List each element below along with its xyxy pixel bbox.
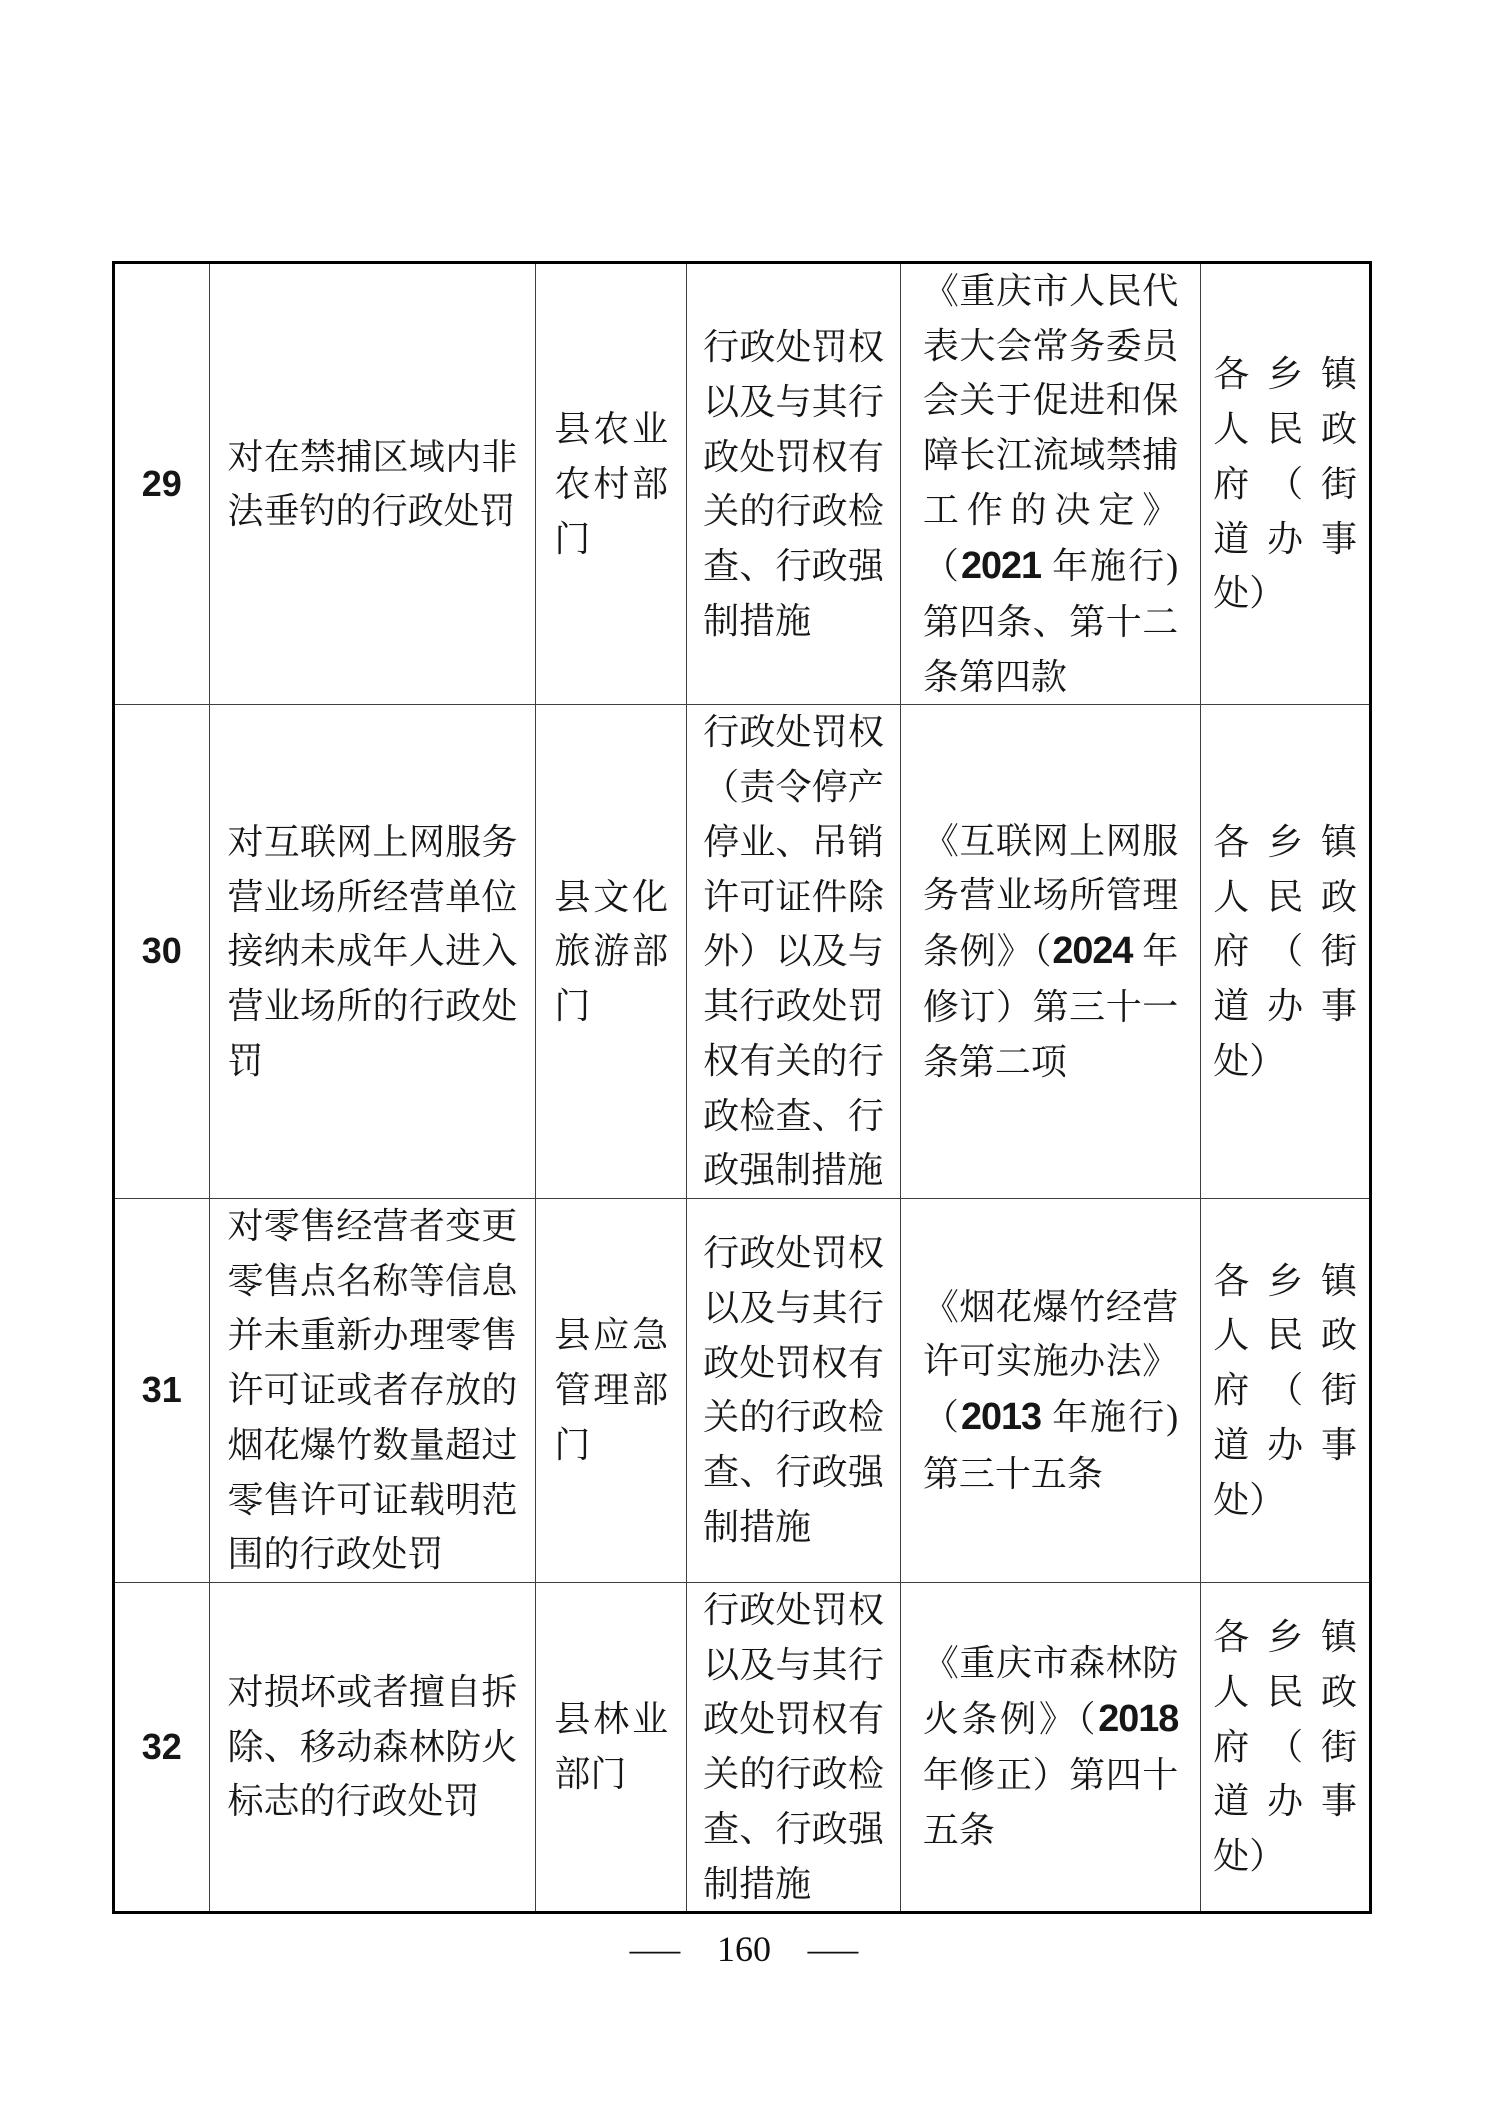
penalty-item-cell: 对在禁捕区域内非法垂钓的行政处罚 bbox=[209, 263, 536, 705]
implementer-cell: 各乡镇人民政府（街道办事处） bbox=[1201, 705, 1371, 1198]
legal-basis-text: 年施行)第三十五条 bbox=[922, 1397, 1179, 1494]
legal-basis-cell bbox=[900, 705, 1200, 1198]
penalty-item-cell: 对损坏或者擅自拆除、移动森林防火标志的行政处罚 bbox=[209, 1582, 536, 1912]
legal-basis-year: 2018 bbox=[1098, 1698, 1179, 1741]
table-row bbox=[114, 1198, 1371, 1582]
powers-cell: 行政处罚权以及与其行政处罚权有关的行政检查、行政强制措施 bbox=[687, 1582, 901, 1912]
legal-basis-cell bbox=[900, 1198, 1200, 1582]
table-row bbox=[114, 705, 1371, 1198]
legal-basis-year: 2024 bbox=[1052, 929, 1133, 972]
department-cell: 县农业农村部门 bbox=[536, 263, 687, 705]
legal-basis-cell bbox=[900, 1582, 1200, 1912]
implementer-cell: 各乡镇人民政府（街道办事处） bbox=[1201, 263, 1371, 705]
legal-basis-text: 年修订）第三十一条第二项 bbox=[922, 930, 1179, 1083]
powers-cell: 行政处罚权以及与其行政处罚权有关的行政检查、行政强制措施 bbox=[687, 263, 901, 705]
powers-cell: 行政处罚权（责令停产停业、吊销许可证件除外）以及与其行政处罚权有关的行政检查、行政强制措施 bbox=[687, 705, 901, 1198]
table-row bbox=[114, 263, 1371, 705]
implementer-cell: 各乡镇人民政府（街道办事处） bbox=[1201, 1198, 1371, 1582]
legal-basis-year: 2013 bbox=[960, 1396, 1042, 1439]
table-row bbox=[114, 1582, 1371, 1912]
row-number-cell: 30 bbox=[114, 705, 210, 1198]
row-number-cell: 32 bbox=[114, 1582, 210, 1912]
penalty-item-cell: 对零售经营者变更零售点名称等信息并未重新办理零售许可证或者存放的烟花爆竹数量超过零售许可证载明范围的行政处罚 bbox=[209, 1198, 536, 1582]
powers-cell: 行政处罚权以及与其行政处罚权有关的行政检查、行政强制措施 bbox=[687, 1198, 901, 1582]
implementer-cell: 各乡镇人民政府（街道办事处） bbox=[1201, 1582, 1371, 1912]
penalty-item-cell: 对互联网上网服务营业场所经营单位接纳未成年人进入营业场所的行政处罚 bbox=[209, 705, 536, 1198]
department-cell: 县林业部门 bbox=[536, 1582, 687, 1912]
legal-basis-year: 2021 bbox=[960, 544, 1042, 587]
row-number-cell: 29 bbox=[114, 263, 210, 705]
legal-basis-text: 《互联网上网服务营业场所管理条例》（ bbox=[922, 820, 1179, 971]
page-footer bbox=[0, 1928, 1488, 1970]
delegated-powers-table bbox=[112, 261, 1372, 1914]
legal-basis-text: 年修正）第四十五条 bbox=[922, 1755, 1179, 1851]
footer-left-dash: — bbox=[629, 1929, 681, 1969]
department-cell: 县应急管理部门 bbox=[536, 1198, 687, 1582]
legal-basis-text: 《重庆市森林防火条例》（ bbox=[922, 1643, 1179, 1740]
row-number-cell: 31 bbox=[114, 1198, 210, 1582]
legal-basis-cell bbox=[900, 263, 1200, 705]
page-number: 160 bbox=[717, 1929, 771, 1969]
legal-basis-text: 《烟花爆竹经营许可实施办法》（ bbox=[922, 1286, 1179, 1438]
legal-basis-text: 年施行)第四条、第十二条第四款 bbox=[922, 545, 1179, 697]
footer-right-dash: — bbox=[807, 1929, 859, 1969]
department-cell: 县文化旅游部门 bbox=[536, 705, 687, 1198]
legal-basis-text: 《重庆市人民代表大会常务委员会关于促进和保障长江流域禁捕工作的决定》（ bbox=[922, 271, 1179, 586]
